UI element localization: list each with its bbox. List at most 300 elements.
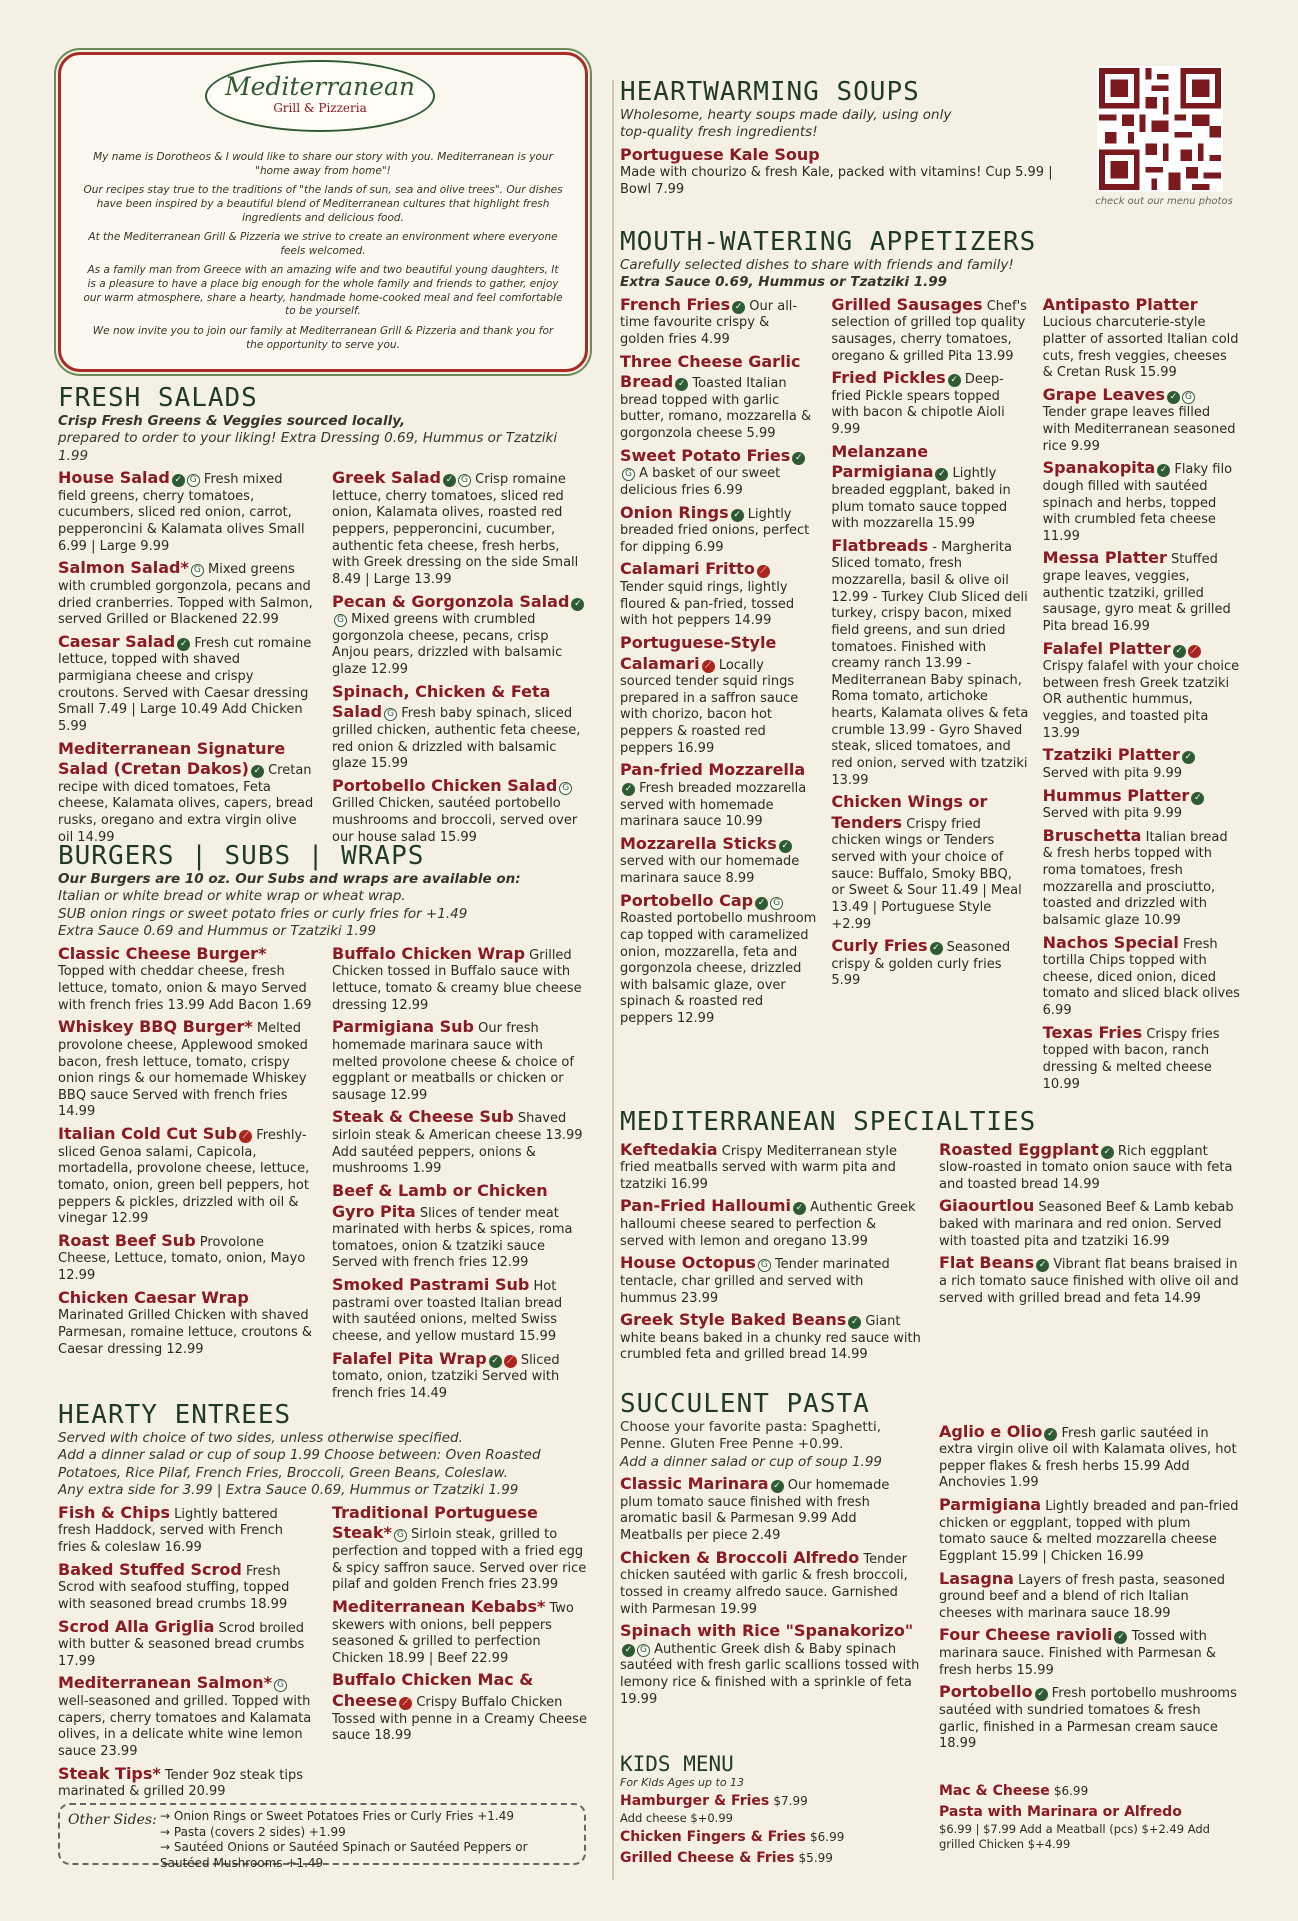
gluten-free-icon: G <box>187 474 200 487</box>
menu-item-name: Chicken Wings or Tenders <box>831 792 988 832</box>
soup-name: Portuguese Kale Soup <box>620 144 820 164</box>
menu-item <box>332 1017 588 1104</box>
menu-item-name: House Octopus <box>620 1253 756 1273</box>
menu-item-desc: Lightly breaded fried onions, perfect for dipping 6.99 <box>620 506 810 555</box>
menu-item-desc: Tossed with marinara sauce. Finished with Parmesan & fresh herbs 15.99 <box>939 1629 1216 1678</box>
menu-item <box>620 1310 921 1364</box>
menu-item-desc: Melted provolone cheese, Applewood smoked bacon, fresh lettuce, tomato, crispy onion rings & our homemade Whiskey BBQ sauce Served with french fries 14.99 <box>58 1021 308 1120</box>
gluten-free-icon: G <box>1182 391 1195 404</box>
menu-item-name: Smoked Pastrami Sub <box>332 1275 530 1295</box>
kids-item-note: Add cheese $+0.99 <box>620 1811 733 1826</box>
menu-item-name: Grilled Sausages <box>831 294 983 314</box>
pasta-intro-1: Choose your favorite pasta: Spaghetti, Penne. Gluten Free Penne +0.99. <box>620 1418 881 1453</box>
menu-item <box>332 1670 588 1745</box>
menu-item-name: Lasagna <box>939 1568 1014 1588</box>
vegetarian-icon: ✓ <box>793 1202 806 1215</box>
menu-item-desc: Locally sourced tender squid rings prepared in a saffron sauce with chorizo, bacon hot peppers & roasted red peppers 16.99 <box>620 657 799 756</box>
menu-item-desc: Stuffed grape leaves, veggies, authentic tzatziki, grilled sausage, gyro meat & grilled Pita bread 16.99 <box>1042 552 1231 634</box>
menu-item-name: Flat Beans <box>939 1253 1035 1273</box>
menu-item <box>831 936 1028 990</box>
entrees-left-list <box>58 1500 314 1801</box>
menu-item <box>58 1017 314 1121</box>
menu-item-desc: Provolone Cheese, Lettuce, tomato, onion, Mayo 12.99 <box>58 1234 306 1284</box>
menu-item-name: Classic Cheese Burger* <box>58 943 267 963</box>
menu-item-desc: Lucious charcuterie-style platter of assorted Italian cold cuts, fresh veggies, cheeses & Cretan Rusk 15.99 <box>1042 315 1239 381</box>
menu-item <box>620 834 817 888</box>
kids-item <box>620 1829 921 1847</box>
menu-item-desc: Tender marinated tentacle, char grilled and served with hummus 23.99 <box>620 1257 890 1306</box>
vegetarian-icon: ✓ <box>930 942 943 955</box>
menu-item <box>58 1124 314 1228</box>
menu-item-name: Hummus Platter <box>1042 785 1190 805</box>
vegetarian-icon: ✓ <box>1036 1259 1049 1272</box>
menu-item-desc: Giant white beans baked in a chunky red sauce with crumbled feta and grilled bread 14.99 <box>620 1314 921 1363</box>
menu-item <box>58 632 314 736</box>
vegetarian-icon: ✓ <box>177 638 190 651</box>
menu-item-name: Steak & Cheese Sub <box>332 1107 514 1127</box>
menu-item-name: Falafel Pita Wrap <box>332 1348 487 1368</box>
menu-item-desc: Our all-time favourite crispy & golden fries 4.99 <box>620 298 798 347</box>
menu-item-desc: Shaved sirloin steak & American cheese 13.99 Add sautéed peppers, onions & mushrooms 1.99 <box>332 1111 583 1177</box>
menu-item-name: Mozzarella Sticks <box>620 833 777 853</box>
menu-item <box>939 1569 1240 1623</box>
menu-item-name: Melanzane Parmigiana <box>831 441 934 482</box>
soup-desc: Made with chourizo & fresh Kale, packed with vitamins! Cup 5.99 | Bowl 7.99 <box>620 165 1053 197</box>
menu-item-name: Baked Stuffed Scrod <box>58 1559 242 1579</box>
menu-item-name: Falafel Platter <box>1042 638 1171 658</box>
menu-item-name: Greek Salad <box>332 468 441 488</box>
pasta-left-list <box>620 1474 921 1708</box>
burgers-left-list <box>58 941 314 1403</box>
kids-section <box>620 1752 1240 1882</box>
menu-item-name: Steak Tips* <box>58 1763 161 1783</box>
burgers-section <box>58 836 588 1401</box>
menu-item-desc: served with our homemade marinara sauce 8.99 <box>620 854 800 887</box>
kids-item-name: Pasta with Marinara or Alfredo <box>939 1803 1182 1820</box>
menu-item-desc: Fresh garlic sautéed in extra virgin olive oil with Kalamata olives, hot pepper flakes & fresh herbs 15.99 Add Anchovies 1.99 <box>939 1425 1237 1491</box>
menu-item <box>620 1253 921 1307</box>
vegetarian-icon: ✓ <box>675 378 688 391</box>
vegetarian-icon: ✓ <box>251 765 264 778</box>
menu-item-desc: Sliced tomato, onion, tzatziki Served with french fries 14.49 <box>332 1352 560 1401</box>
pasta-right-list <box>939 1419 1240 1753</box>
vegetarian-icon: ✓ <box>443 474 456 487</box>
gluten-free-icon: G <box>274 1679 287 1692</box>
menu-item <box>939 1140 1240 1194</box>
menu-item-name: Fried Pickles <box>831 368 946 388</box>
gluten-free-icon: G <box>637 1644 650 1657</box>
menu-item-name: Greek Style Baked Beans <box>620 1310 847 1330</box>
restaurant-logo <box>205 60 435 132</box>
spicy-icon: ⟋ <box>504 1355 517 1368</box>
other-side-option-3: → Sautéed Onions or Sautéed Spinach or Sautéed Peppers or Sautéed Mushrooms +1.49 <box>160 1840 528 1870</box>
menu-item-name: Italian Cold Cut Sub <box>58 1124 238 1144</box>
specialties-right-list <box>939 1137 1240 1365</box>
menu-item <box>1043 458 1240 545</box>
menu-item-desc: Seasoned crispy & golden curly fries 5.99 <box>831 940 1011 989</box>
gluten-free-icon: G <box>191 564 204 577</box>
menu-item <box>620 352 817 443</box>
menu-item <box>939 1253 1240 1307</box>
kids-right-list <box>939 1752 1240 1868</box>
menu-item-name: Spinach, Chicken & Feta Salad <box>332 681 551 722</box>
story-p1: My name is Dorotheos & I would like to share our story with you. Mediterranean is your "home away from home"! <box>93 151 553 177</box>
story-p2: Our recipes stay true to the traditions of "the lands of sun, sea and olive trees". Our dishes have been inspired by a beautiful blend of Mediterranean cultures that highlight fresh ingredients and delicious food. <box>83 184 563 224</box>
vegetarian-icon: ✓ <box>1191 792 1204 805</box>
soups-section <box>620 72 1075 222</box>
vegetarian-icon: ✓ <box>622 783 635 796</box>
gluten-free-icon: G <box>384 708 397 721</box>
menu-item <box>58 468 314 555</box>
menu-item-name: Tzatziki Platter <box>1042 745 1180 765</box>
menu-item <box>831 536 1028 789</box>
menu-item-name: Three Cheese Garlic Bread <box>620 351 801 392</box>
menu-item-desc: Two skewers with onions, bell peppers seasoned & grilled to perfection Chicken 18.99 | Beef 22.99 <box>332 1600 574 1666</box>
menu-item <box>1043 385 1240 456</box>
vegetarian-icon: ✓ <box>1114 1631 1127 1644</box>
menu-item-desc: Tender squid rings, lightly floured & pan-fried, tossed with hot peppers 14.99 <box>620 580 795 629</box>
kids-intro: For Kids Ages up to 13 <box>620 1776 745 1789</box>
salads-title: FRESH SALADS <box>58 383 258 413</box>
menu-item-desc: Crispy fries topped with bacon, ranch dressing & melted cheese 10.99 <box>1042 1026 1220 1092</box>
menu-item <box>1043 933 1240 1020</box>
appetizers-intro-2: Extra Sauce 0.69, Hummus or Tzatziki 1.99 <box>620 274 948 291</box>
menu-item-desc: Chef's selection of grilled top quality sausages, cherry tomatoes, oregano & grilled Pita 13.99 <box>831 298 1027 364</box>
menu-item <box>620 633 817 757</box>
kids-item <box>620 1793 921 1826</box>
menu-item <box>620 1474 921 1545</box>
burgers-right-list <box>332 941 588 1403</box>
burgers-intro-1: Our Burgers are 10 oz. Our Subs and wraps are available on: <box>58 870 521 887</box>
menu-item-desc: Roasted portobello mushroom cap topped with caramelized onion, mozzarella, feta and gorgonzola cheese, drizzled with balsamic glaze, over spinach & roasted red peppers 12.99 <box>620 911 817 1027</box>
menu-item-name: Pan-Fried Halloumi <box>620 1196 791 1216</box>
gluten-free-icon: G <box>394 1529 407 1542</box>
menu-item-name: Fish & Chips <box>58 1502 171 1522</box>
menu-item-desc: Our homemade plum tomato sauce finished with fresh aromatic basil & Parmesan 9.99 Add Meatballs per piece 2.49 <box>620 1478 890 1544</box>
menu-item-desc: Marinated Grilled Chicken with shaved Parmesan, romaine lettuce, croutons & Caesar dressing 12.99 <box>58 1308 313 1357</box>
salads-intro-2: prepared to order to your liking! Extra Dressing 0.69, Hummus or Tzatziki 1.99 <box>58 430 558 464</box>
menu-item-desc: Cretan recipe with diced tomatoes, Feta cheese, Kalamata olives, capers, bread rusks, oregano and extra virgin olive oil 14.99 <box>58 763 314 845</box>
qr-code-icon[interactable] <box>1097 66 1223 192</box>
menu-item-desc: Our fresh homemade marinara sauce with melted provolone cheese & choice of eggplant or meatballs or chicken or sausage 12.99 <box>332 1021 574 1103</box>
menu-item-desc: Fresh mixed field greens, cherry tomatoes, cucumbers, sliced red onion, carrot, pepperoncini & Kalamata olives Small 6.99 | Large 9.99 <box>58 472 305 554</box>
menu-item <box>58 1231 314 1285</box>
kids-left-list <box>620 1793 921 1867</box>
menu-item-name: Classic Marinara <box>620 1474 769 1494</box>
menu-item-desc: Crispy Mediterranean style fried meatballs served with warm pita and tzatziki 16.99 <box>620 1143 897 1192</box>
menu-item-desc: Crispy Buffalo Chicken Tossed with penne in a Creamy Cheese sauce 18.99 <box>332 1695 587 1744</box>
menu-item-name: Roast Beef Sub <box>58 1230 196 1250</box>
menu-item-desc: Served with pita 9.99 <box>1042 806 1183 822</box>
menu-item <box>1043 295 1240 382</box>
menu-item-desc: Deep-fried Pickle spears topped with bacon & chipotle Aioli 9.99 <box>831 372 1005 438</box>
menu-item-desc: Rich eggplant slow-roasted in tomato onion sauce with feta and toasted bread 14.99 <box>939 1143 1233 1192</box>
menu-item-desc: Crisp romaine lettuce, cherry tomatoes, sliced red onion, Kalamata olives, roasted red peppers, pepperoncini, cucumber, authentic feta cheese, fresh herbs, with Greek dressing on the side Small 8.49 | Large 13.99 <box>332 472 579 587</box>
other-side-option-1: → Onion Rings or Sweet Potatoes Fries or Curly Fries +1.49 <box>160 1809 515 1823</box>
menu-item-desc: Tender 9oz steak tips marinated & grilled 20.99 <box>58 1767 304 1800</box>
menu-item <box>1043 548 1240 635</box>
menu-item-name: Texas Fries <box>1042 1022 1143 1042</box>
menu-item <box>620 760 817 831</box>
menu-item <box>939 1625 1240 1679</box>
burgers-title: BURGERS | SUBS | WRAPS <box>58 841 425 871</box>
menu-item-desc: Lightly breaded eggplant, baked in plum tomato sauce topped with mozzarella 15.99 <box>831 466 1011 532</box>
menu-item-desc: Grilled Chicken tossed in Buffalo sauce with lettuce, tomato & creamy blue cheese dressing 12.99 <box>332 947 582 1013</box>
vegetarian-icon: ✓ <box>731 509 744 522</box>
menu-item <box>831 792 1028 933</box>
menu-item-desc: Grilled Chicken, sautéed portobello mushrooms and broccoli, served over our house salad 15.99 <box>332 796 578 845</box>
menu-item-name: Antipasto Platter <box>1042 294 1198 314</box>
vegetarian-icon: ✓ <box>771 1480 784 1493</box>
menu-item-desc: Fresh portobello mushrooms sautéed with sundried tomatoes & fresh garlic, finished in a Parmesan cream sauce 18.99 <box>939 1686 1237 1752</box>
logo-name: Mediterranean <box>225 72 415 101</box>
column-divider <box>612 80 614 1880</box>
menu-item <box>831 442 1028 533</box>
menu-item-desc: - Margherita Sliced tomato, fresh mozzarella, basil & olive oil 12.99 - Turkey Club Sliced deli turkey, crispy bacon, mixed field greens, and sun dried tomatoes. Finished with creamy ranch 13.99 - Mediterranean Baby spinach, Roma tomato, artichoke hearts, Kalamata olives & feta crumble 13.99 - Gyro Shaved steak, sliced tomatoes, and red onion, served with tzatziki 13.99 <box>831 539 1029 788</box>
vegetarian-icon: ✓ <box>489 1355 502 1368</box>
menu-item-desc: Authentic Greek dish & Baby spinach sautéed with fresh garlic scallions tossed with lemony rice & finished with a sprinkle of feta 19.99 <box>620 1641 920 1707</box>
menu-item <box>332 1597 588 1668</box>
menu-item-desc: Fresh baby spinach, sliced grilled chicken, authentic feta cheese, red onion & drizzled with balsamic glaze 15.99 <box>332 706 581 772</box>
menu-item <box>939 1682 1240 1753</box>
menu-item <box>1043 1023 1240 1094</box>
menu-item <box>332 1503 588 1594</box>
vegetarian-icon: ✓ <box>1044 1428 1057 1441</box>
menu-item-desc: Fresh tortilla Chips topped with cheese, diced onion, diced tomato and sliced black olives 6.99 <box>1042 936 1240 1019</box>
burgers-intro-4: Extra Sauce 0.69 and Hummus or Tzatziki 1.99 <box>58 923 377 940</box>
menu-item <box>332 1181 588 1272</box>
salads-left-list <box>58 465 314 846</box>
kids-item-name: Chicken Fingers & Fries <box>620 1828 806 1845</box>
menu-item-desc: Fresh Scrod with seafood stuffing, topped with seasoned bread crumbs 18.99 <box>58 1563 290 1612</box>
menu-item-name: Four Cheese ravioli <box>939 1625 1113 1645</box>
spicy-icon: ⟋ <box>399 1697 412 1710</box>
menu-item <box>1043 639 1240 743</box>
menu-item-name: Nachos Special <box>1042 932 1179 952</box>
qr-caption: check out our menu photos <box>1095 196 1233 207</box>
gluten-free-icon: G <box>559 782 572 795</box>
menu-item-name: Chicken & Broccoli Alfredo <box>620 1547 860 1567</box>
soups-intro-2: top-quality fresh ingredients! <box>620 124 818 141</box>
vegetarian-icon: ✓ <box>622 1644 635 1657</box>
menu-item <box>1043 826 1240 930</box>
menu-item-name: Portobello Cap <box>620 890 754 910</box>
menu-item-desc: Mixed greens with crumbled gorgonzola, pecans and dried cranberries. Topped with Salmon, served Grilled or Blackened 22.99 <box>58 562 313 628</box>
menu-item <box>58 1288 314 1359</box>
vegetarian-icon: ✓ <box>779 840 792 853</box>
salads-section <box>58 378 588 845</box>
kids-item-price: $6.99 <box>810 1829 845 1844</box>
kids-item <box>620 1850 921 1868</box>
menu-item <box>939 1495 1240 1566</box>
menu-item <box>58 944 314 1015</box>
menu-item-desc: Vibrant flat beans braised in a rich tomato sauce finished with olive oil and served with grilled bread and feta 14.99 <box>939 1257 1239 1306</box>
menu-item <box>1043 786 1240 823</box>
menu-item <box>620 1621 921 1708</box>
appetizers-col3-list <box>1043 292 1240 1094</box>
menu-item-name: Buffalo Chicken Wrap <box>332 943 526 963</box>
entrees-title: HEARTY ENTREES <box>58 1400 292 1430</box>
story-p5: We now invite you to join our family at Mediterranean Grill & Pizzeria and thank you for the opportunity to serve you. <box>92 325 554 351</box>
menu-item-name: Pecan & Gorgonzola Salad <box>332 591 570 611</box>
menu-item-desc: Tender grape leaves filled with Mediterranean seasoned rice 9.99 <box>1042 405 1236 454</box>
kids-item-name: Hamburger & Fries <box>620 1793 770 1810</box>
menu-item-desc: Hot pastrami over toasted Italian bread with sautéed onions, melted Swiss cheese, and yellow mustard 15.99 <box>332 1279 563 1344</box>
appetizers-intro-1: Carefully selected dishes to share with friends and family! <box>620 256 1014 273</box>
menu-item-name: Parmigiana <box>939 1495 1042 1515</box>
specialties-section <box>620 1102 1240 1380</box>
menu-item-name: Mediterranean Salmon* <box>58 1673 273 1693</box>
menu-item-name: House Salad <box>58 468 170 488</box>
menu-item-desc: Italian bread & fresh herbs topped with roma tomatoes, fresh mozzarella and prosciutto, toasted and drizzled with balsamic glaze 10.99 <box>1042 829 1228 928</box>
menu-item <box>1043 745 1240 782</box>
menu-item-name: Roasted Eggplant <box>939 1139 1099 1159</box>
entrees-intro-3: Any extra side for 3.99 | Extra Sauce 0.69, Hummus or Tzatziki 1.99 <box>58 1482 519 1499</box>
menu-item <box>620 891 817 1028</box>
appetizers-title: MOUTH-WATERING APPETIZERS <box>620 227 1037 257</box>
menu-item-name: Keftedakia <box>620 1139 718 1159</box>
menu-item <box>332 1107 588 1178</box>
menu-item-name: Onion Rings <box>620 502 729 522</box>
menu-item <box>58 558 314 629</box>
entrees-intro-2: Add a dinner salad or cup of soup 1.99 Choose between: Oven Roasted Potatoes, Rice Pilaf, French Fries, Broccoli, Green Beans, Coleslaw. <box>58 1447 541 1481</box>
menu-item-name: Traditional Portuguese Steak* <box>332 1502 538 1543</box>
menu-item-desc: Scrod broiled with butter & seasoned bread crumbs 17.99 <box>58 1620 305 1669</box>
appetizers-col2-list <box>831 292 1028 1094</box>
menu-item-desc: Layers of fresh pasta, seasoned ground beef and a blend of rich Italian cheeses with marinara sauce 18.99 <box>939 1572 1225 1621</box>
soups-intro-1: Wholesome, hearty soups made daily, using only <box>620 106 952 123</box>
burgers-intro-3: SUB onion rings or sweet potato fries or curly fries for +1.49 <box>58 905 468 922</box>
gluten-free-icon: G <box>334 614 347 627</box>
menu-item-name: Portobello <box>939 1682 1033 1702</box>
kids-item-price: $7.99 <box>773 1794 808 1809</box>
entrees-section <box>58 1395 588 1799</box>
salads-intro-1: Crisp Fresh Greens & Veggies sourced locally, <box>58 412 406 429</box>
menu-item-desc: Authentic Greek halloumi cheese seared to perfection & served with lemon and oregano 13.99 <box>620 1200 916 1249</box>
menu-item-name: Grape Leaves <box>1042 384 1165 404</box>
story-p4: As a family man from Greece with an amazing wife and two beautiful young daughters, It is a pleasure to have a place big enough for the whole family and friends to gather, enjoy our warm atmosphere, share a hearty, handmade home-cooked meal and feel comfortable to be yourself. <box>83 264 563 318</box>
pasta-section <box>620 1384 1240 1754</box>
menu-item-desc: well-seasoned and grilled. Topped with capers, cherry tomatoes and Kalamata olives, in a delicate white wine lemon sauce 23.99 <box>58 1694 312 1759</box>
menu-item-desc: Flaky filo dough filled with sautéed spinach and herbs, topped with crumbled feta cheese 11.99 <box>1042 462 1233 544</box>
menu-item-desc: Freshly-sliced Genoa salami, Capicola, mortadella, provolone cheese, lettuce, tomato, onion, green bell peppers, hot peppers & pickles, drizzled with oil & vinegar 12.99 <box>58 1128 310 1227</box>
logo-tagline: Grill & Pizzeria <box>273 101 367 115</box>
menu-item-desc: Served with pita 9.99 <box>1042 765 1183 781</box>
menu-item-name: Buffalo Chicken Mac & Cheese <box>332 1670 534 1711</box>
vegetarian-icon: ✓ <box>1101 1146 1114 1159</box>
menu-item-name: Mediterranean Signature Salad (Cretan Dakos) <box>58 738 286 779</box>
vegetarian-icon: ✓ <box>848 1316 861 1329</box>
kids-item-price: $6.99 <box>1053 1784 1089 1798</box>
menu-item <box>620 559 817 630</box>
menu-item <box>58 1764 314 1801</box>
menu-item-name: Portobello Chicken Salad <box>332 775 558 795</box>
appetizers-section <box>620 222 1240 1102</box>
menu-item-name: Spinach with Rice "Spanakorizo" <box>620 1621 914 1641</box>
menu-item-desc: Fresh breaded mozzarella served with homemade marinara sauce 10.99 <box>620 780 807 830</box>
menu-item <box>58 739 314 847</box>
menu-item <box>831 295 1028 366</box>
menu-item <box>58 1617 314 1671</box>
vegetarian-icon: ✓ <box>792 452 805 465</box>
kids-item <box>939 1783 1240 1801</box>
gluten-free-icon: G <box>622 468 635 481</box>
menu-item-name: Aglio e Olio <box>939 1421 1043 1441</box>
menu-item-name: Mediterranean Kebabs* <box>332 1596 546 1616</box>
menu-item-desc: Seasoned Beef & Lamb kebab baked with marinara and red onion. Served with toasted pita and tzatziki 16.99 <box>939 1200 1234 1249</box>
menu-item-name: Whiskey BBQ Burger* <box>58 1017 253 1037</box>
other-side-option-2: → Pasta (covers 2 sides) +1.99 <box>160 1824 346 1839</box>
menu-item <box>58 1673 314 1760</box>
menu-item-desc: Tender chicken sautéed with garlic & fresh broccoli, tossed in creamy alfredo sauce. Garnished with Parmesan 19.99 <box>620 1551 908 1617</box>
menu-item-desc: Crispy fried chicken wings or Tenders served with your choice of sauce: Buffalo, Smoky BBQ, or Sweet & Sour 11.49 | Meal 13.49 | Portuguese Style +2.99 <box>831 816 1022 932</box>
vegetarian-icon: ✓ <box>732 301 745 314</box>
menu-item-name: Salmon Salad* <box>58 558 189 578</box>
menu-item-name: Messa Platter <box>1042 548 1167 568</box>
menu-item <box>939 1196 1240 1250</box>
menu-item <box>620 1140 921 1194</box>
pasta-intro-2: Add a dinner salad or cup of soup 1.99 <box>620 1453 883 1470</box>
menu-item <box>620 446 817 500</box>
menu-item-desc: A basket of our sweet delicious fries 6.99 <box>620 466 781 498</box>
specialties-left-list <box>620 1137 921 1365</box>
spicy-icon: ⟋ <box>702 660 715 673</box>
appetizers-col1-list <box>620 292 817 1094</box>
story-p3: At the Mediterranean Grill & Pizzeria we strive to create an environment where everyone feels welcomed. <box>88 231 558 257</box>
vegetarian-icon: ✓ <box>1173 645 1186 658</box>
menu-item <box>58 1560 314 1614</box>
menu-item <box>620 145 1075 199</box>
vegetarian-icon: ✓ <box>1035 1688 1048 1701</box>
menu-item <box>332 468 588 588</box>
menu-item-desc: Mixed greens with crumbled gorgonzola cheese, pecans, crisp Anjou pears, drizzled with balsamic glaze 12.99 <box>332 612 563 678</box>
menu-item <box>332 592 588 679</box>
menu-item-desc: Toasted Italian bread topped with garlic butter, romano, mozzarella & gorgonzola cheese 5.99 <box>620 376 812 442</box>
vegetarian-icon: ✓ <box>1167 391 1180 404</box>
menu-item-name: Portuguese-Style Calamari <box>620 632 777 673</box>
menu-item-name: Flatbreads <box>831 535 929 555</box>
menu-item <box>620 1196 921 1250</box>
spicy-icon: ⟋ <box>757 565 770 578</box>
spicy-icon: ⟋ <box>1188 645 1201 658</box>
menu-item-name: Scrod Alla Griglia <box>58 1616 215 1636</box>
menu-item <box>939 1422 1240 1493</box>
other-sides-label: Other Sides: <box>68 1812 157 1828</box>
menu-item-name: Curly Fries <box>831 936 928 956</box>
menu-item-name: Chicken Caesar Wrap <box>58 1287 249 1307</box>
menu-item-desc: Crispy falafel with your choice between fresh Greek tzatziki OR authentic hummus, veggies, and toasted pita 13.99 <box>1042 659 1240 741</box>
specialties-title: MEDITERRANEAN SPECIALTIES <box>620 1107 1037 1137</box>
menu-item <box>332 1275 588 1346</box>
burgers-intro-2: Italian or white bread or white wrap or wheat wrap. <box>58 888 406 905</box>
spicy-icon: ⟋ <box>239 1130 252 1143</box>
menu-item <box>332 944 588 1015</box>
menu-item-desc: Fresh cut romaine lettuce, topped with shaved parmigiana cheese and crispy croutons. Served with Caesar dressing Small 7.49 | Large 10.49 Add Chicken 5.99 <box>58 635 312 734</box>
menu-item-desc: Sirloin steak, grilled to perfection and topped with a fried egg & spicy saffron sauce. Served over rice pilaf and golden French fries 23.99 <box>332 1527 587 1593</box>
menu-item-desc: Slices of tender meat marinated with herbs & spices, roma tomatoes, onion & tzatziki sauce Served with french fries 12.99 <box>332 1205 573 1271</box>
kids-item <box>939 1804 1240 1851</box>
entrees-intro-1: Served with choice of two sides, unless otherwise specified. <box>58 1429 463 1446</box>
menu-item-name: Caesar Salad <box>58 631 176 651</box>
menu-item <box>620 503 817 557</box>
menu-item-name: Parmigiana Sub <box>332 1017 474 1037</box>
pasta-title: SUCCULENT PASTA <box>620 1389 870 1419</box>
menu-item-name: Calamari Fritto <box>620 559 755 579</box>
menu-item <box>620 1548 921 1619</box>
salads-right-list <box>332 465 588 846</box>
menu-item-desc: Lightly battered fresh Haddock, served with French fries & coleslaw 16.99 <box>58 1506 284 1556</box>
menu-item-name: Pan-fried Mozzarella <box>620 760 806 780</box>
